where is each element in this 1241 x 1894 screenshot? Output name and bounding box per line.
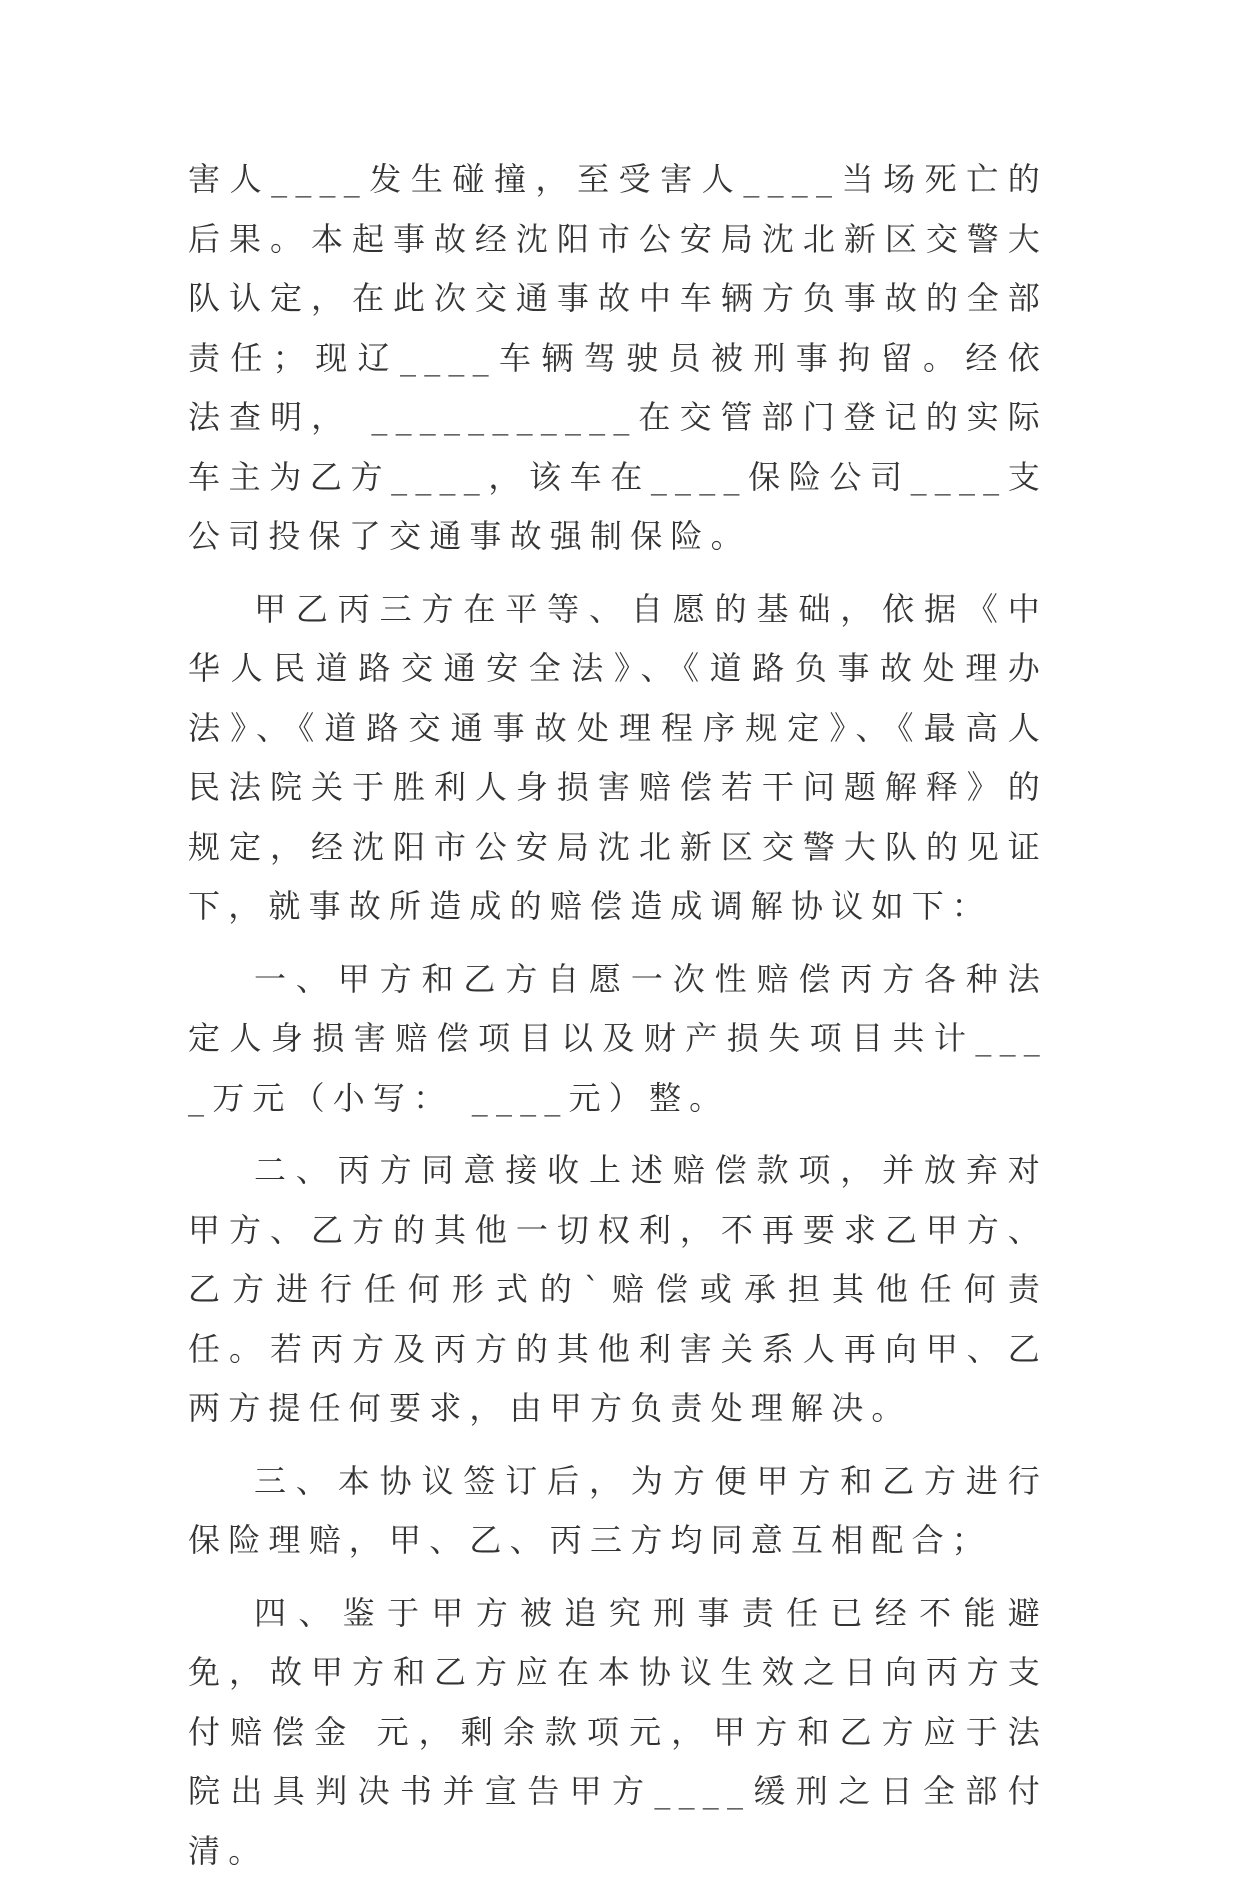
paragraph-clause-2: 二、丙方同意接收上述赔偿款项，并放弃对甲方、乙方的其他一切权利，不再要求乙甲方、乙方进行任何形式的`赔偿或承担其他任何责任。若丙方及丙方的其他利害关系人再向甲、乙两方提任何要求，由甲方负责处理解决。 <box>188 1151 1048 1427</box>
paragraph-clause-1: 一、甲方和乙方自愿一次性赔偿丙方各种法定人身损害赔偿项目以及财产损失项目共计____万元（小写： ____元）整。 <box>188 959 1048 1117</box>
document-page <box>188 150 1048 1894</box>
paragraph-clause-3: 三、本协议签订后，为方便甲方和乙方进行保险理赔，甲、乙、丙三方均同意互相配合； <box>188 1461 1048 1559</box>
paragraph-legal-basis: 甲乙丙三方在平等、自愿的基础，依据《中华人民道路交通安全法》、《道路负事故处理办法》、《道路交通事故处理程序规定》、《最高人民法院关于胜利人身损害赔偿若干问题解释》的规定，经沈阳市公安局沈北新区交警大队的见证下，就事故所造成的赔偿造成调解协议如下： <box>188 589 1048 925</box>
paragraph-clause-4: 四、鉴于甲方被追究刑事责任已经不能避免，故甲方和乙方应在本协议生效之日向丙方支付赔偿金 元，剩余款项元，甲方和乙方应于法院出具判决书并宣告甲方____缓刑之日全部付清。 <box>188 1593 1048 1870</box>
paragraph-accident-facts: 害人____发生碰撞，至受害人____当场死亡的后果。本起事故经沈阳市公安局沈北新区交警大队认定，在此次交通事故中车辆方负事故的全部责任；现辽____车辆驾驶员被刑事拘留。经依法查明， ___________在交管部门登记的实际车主为乙方____，该车在____保险公司____支公司投保了交通事故强制保险。 <box>188 160 1048 555</box>
